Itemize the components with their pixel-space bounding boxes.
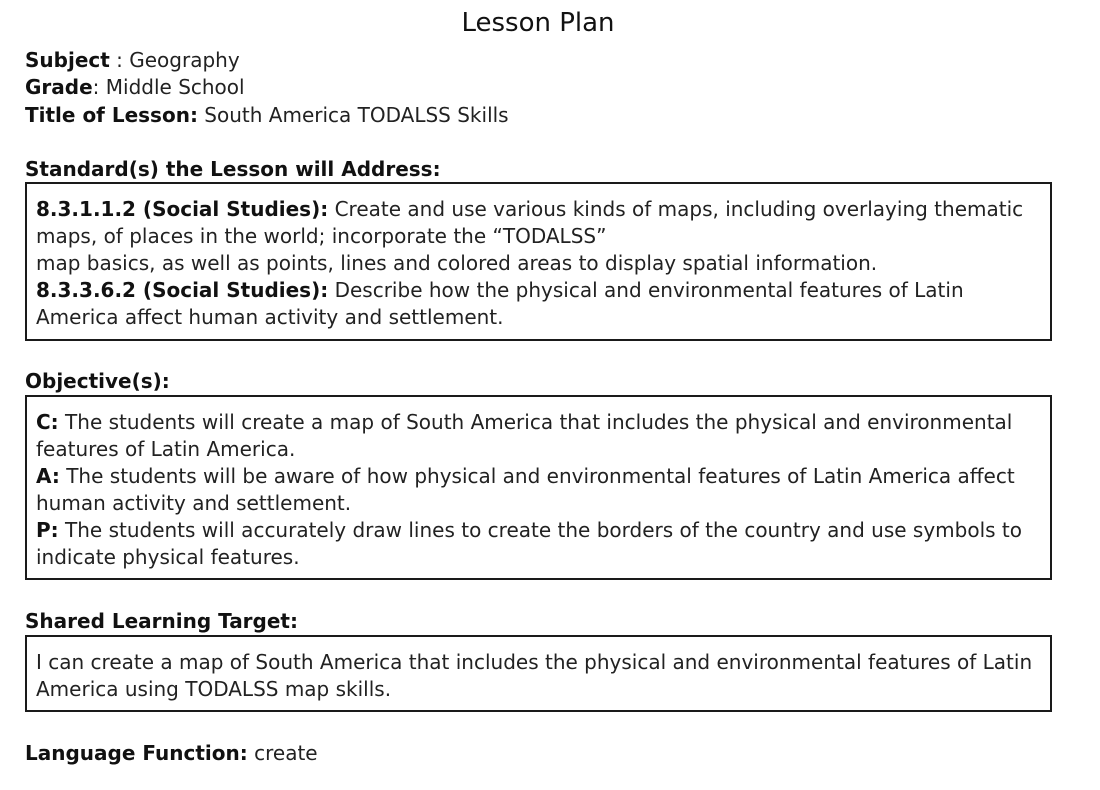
standard-item [36, 196, 1040, 250]
subject-separator: : [109, 48, 130, 72]
lesson-title-line [25, 102, 509, 129]
lesson-title-value: South America TODALSS Skills [197, 103, 509, 127]
lesson-title-label: Title of Lesson: [25, 103, 198, 127]
objective-code: P: [36, 518, 59, 542]
objective-text: The students will be aware of how physical and environmental features of Latin America affect human activity and settlement. [36, 464, 1015, 515]
standard-item [36, 277, 1040, 331]
standard-code: 8.3.1.1.2 (Social Studies): [36, 197, 329, 221]
grade-label: Grade [25, 75, 93, 99]
objective-item [36, 463, 1040, 517]
objective-text: The students will accurately draw lines to create the borders of the country and use symbols to indicate physical features. [36, 518, 1022, 569]
objective-item [36, 517, 1040, 571]
grade-separator: : [92, 75, 106, 99]
page-title: Lesson Plan [461, 8, 615, 38]
standard-item-continuation: map basics, as well as points, lines and colored areas to display spatial information. [36, 251, 878, 275]
language-function-value: create [247, 741, 318, 765]
language-function-line [25, 740, 318, 767]
objective-item [36, 409, 1040, 463]
objective-text: The students will create a map of South America that includes the physical and environmental features of Latin America. [36, 410, 1013, 461]
standards-box [25, 182, 1052, 341]
grade-value: Middle School [105, 75, 245, 99]
objectives-heading: Objective(s): [25, 369, 170, 393]
standard-text: Describe how the physical and environmental features of Latin America affect human activity and settlement. [36, 278, 964, 329]
language-function-label: Language Function: [25, 741, 248, 765]
subject-value: Geography [129, 48, 240, 72]
subject-label: Subject [25, 48, 110, 72]
objectives-box [25, 395, 1052, 580]
learning-target-heading: Shared Learning Target: [25, 609, 298, 633]
objective-code: C: [36, 410, 59, 434]
subject-line [25, 47, 240, 74]
standard-code: 8.3.3.6.2 (Social Studies): [36, 278, 329, 302]
objective-code: A: [36, 464, 60, 488]
grade-line [25, 74, 245, 101]
standards-heading: Standard(s) the Lesson will Address: [25, 157, 441, 181]
learning-target-box [25, 635, 1052, 712]
learning-target-text: I can create a map of South America that includes the physical and environmental features of Latin America using TODALSS map skills. [36, 650, 1033, 701]
standard-text: Create and use various kinds of maps, including overlaying thematic maps, of places in the world; incorporate the “TODALSS” [36, 197, 1024, 248]
